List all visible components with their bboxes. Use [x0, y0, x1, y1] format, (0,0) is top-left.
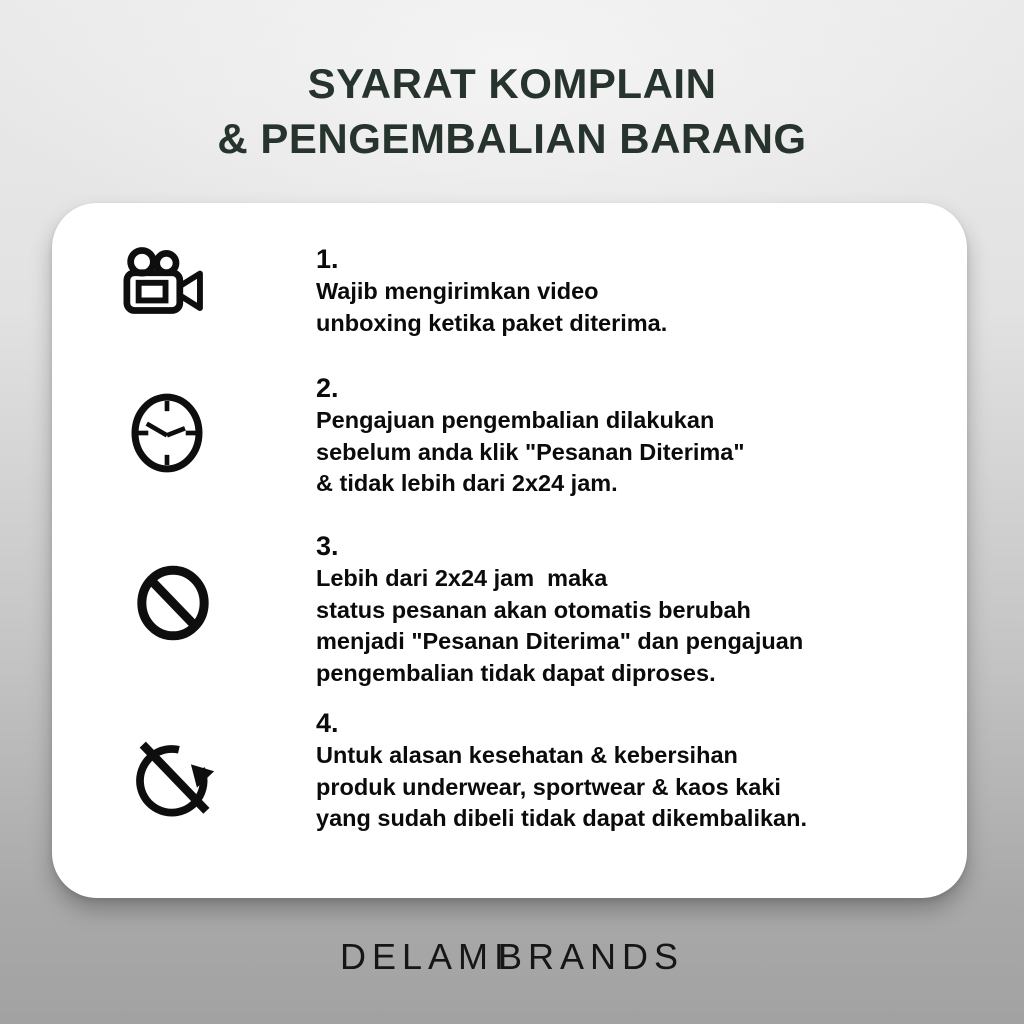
rule-line: Wajib mengirimkan video	[316, 278, 599, 304]
rule-text-4	[316, 707, 946, 835]
brand-name-delami: DELAMI	[339, 936, 510, 977]
title-line-1: SYARAT KOMPLAIN	[307, 60, 717, 107]
rule-text-2	[316, 372, 946, 500]
brand-name-brands: BRANDS	[498, 936, 685, 977]
video-camera-icon	[118, 245, 208, 329]
rule-line: menjadi "Pesanan Diterima" dan pengajuan	[316, 628, 804, 654]
rule-number: 4.	[316, 708, 339, 738]
rule-number: 2.	[316, 373, 339, 403]
rule-line: yang sudah dibeli tidak dapat dikembalikan.	[316, 805, 808, 831]
rule-line: status pesanan akan otomatis berubah	[316, 596, 751, 623]
rule-line: Lebih dari 2x24 jam maka	[316, 565, 608, 591]
rule-number: 3.	[316, 531, 339, 561]
rule-line: pengembalian tidak dapat diproses.	[316, 659, 716, 686]
rule-text-3	[316, 530, 946, 689]
rule-line: sebelum anda klik "Pesanan Diterima"	[316, 438, 745, 465]
no-symbol-icon	[132, 560, 214, 646]
rule-text-1	[316, 243, 946, 339]
clock-icon	[128, 390, 206, 476]
rule-line: produk underwear, sportwear & kaos kaki	[316, 773, 781, 800]
rule-number: 1.	[316, 244, 339, 274]
title-line-2: & PENGEMBALIAN BARANG	[217, 115, 807, 162]
brand-logo	[0, 936, 1024, 978]
rule-line: & tidak lebih dari 2x24 jam.	[316, 470, 618, 496]
rules-card	[52, 203, 967, 898]
rule-line: Pengajuan pengembalian dilakukan	[316, 407, 715, 433]
rule-line: Untuk alasan kesehatan & kebersihan	[316, 742, 738, 768]
page-title	[0, 56, 1024, 166]
no-return-icon	[129, 733, 215, 825]
rule-line: unboxing ketika paket diterima.	[316, 309, 668, 336]
